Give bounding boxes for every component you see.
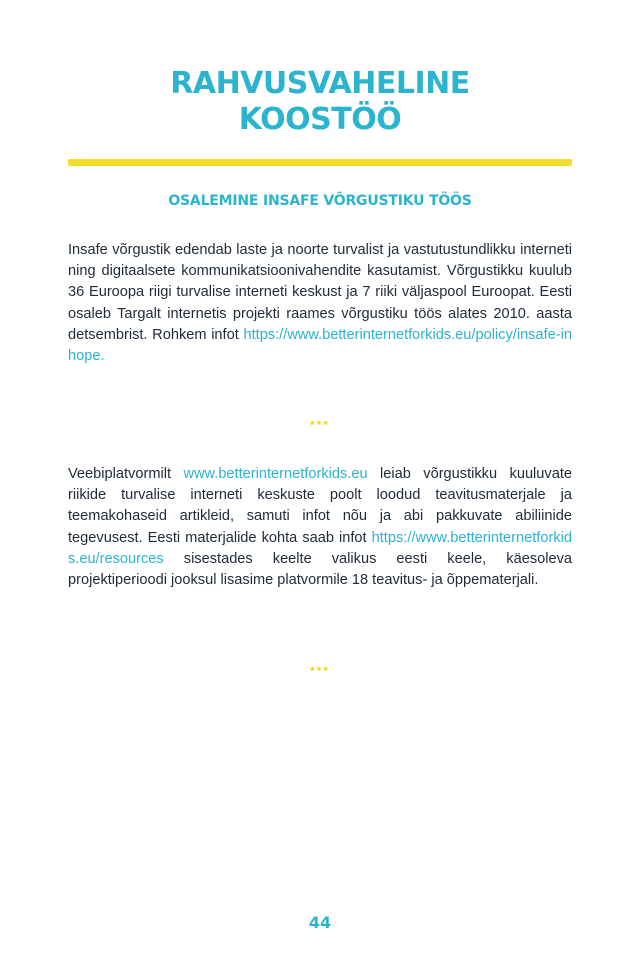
asterisk-separator: ***: [309, 418, 330, 432]
yellow-divider: [68, 159, 572, 166]
insafe-paragraph: [68, 240, 572, 367]
betterinternetforkids-link[interactable]: www.betterinternetforkids.eu: [183, 466, 368, 482]
page-title-line-1: RAHVUSVAHELINE: [170, 66, 470, 101]
page-title-line-2: KOOSTÖÖ: [238, 102, 402, 137]
insafe-paragraph-text: Insafe võrgustik edendab laste ja noorte turvalist ja vastutustundlikku interneti ning digitaalsete kommunikatsioonivahendite kasutamist. Võrgustikku kuulub 36 Euroopa riigi turvalise interneti keskust ja 7 riiki väljaspool Euroopat. Eesti osaleb Targalt internetis projekti raames võrgustiku töös alates 2010. aasta detsembrist. Rohkem infot: [68, 242, 572, 343]
resources-link[interactable]: https://www.betterinternetforkids.eu/resources: [68, 529, 572, 567]
platform-paragraph: [68, 464, 572, 591]
platform-paragraph-text-a: Veebiplatvormilt: [68, 466, 184, 482]
asterisk-separator: ***: [309, 664, 330, 678]
platform-paragraph-text-c: sisestades keelte valikus eesti keele, käesoleva projektiperioodi jooksul lisasime platvormile 18 teavitus- ja õppematerjali.: [68, 550, 572, 589]
section-heading: OSALEMINE INSAFE VÕRGUSTIKU TÖÖS: [168, 193, 472, 209]
platform-paragraph-text-b: leiab võrgustikku kuuluvate riikide turvalise interneti keskuste poolt loodud teavitusmaterjale ja teemakohaseid artikleid, samuti infot nõu ja abi pakkuvate abiliinide tegevusest. Eesti materjalide kohta saab infot: [68, 466, 572, 546]
insafe-inhope-link[interactable]: https://www.betterinternetforkids.eu/policy/insafe-inhope.: [68, 326, 572, 365]
page-title: [0, 66, 640, 138]
page-number: 44: [308, 913, 332, 932]
